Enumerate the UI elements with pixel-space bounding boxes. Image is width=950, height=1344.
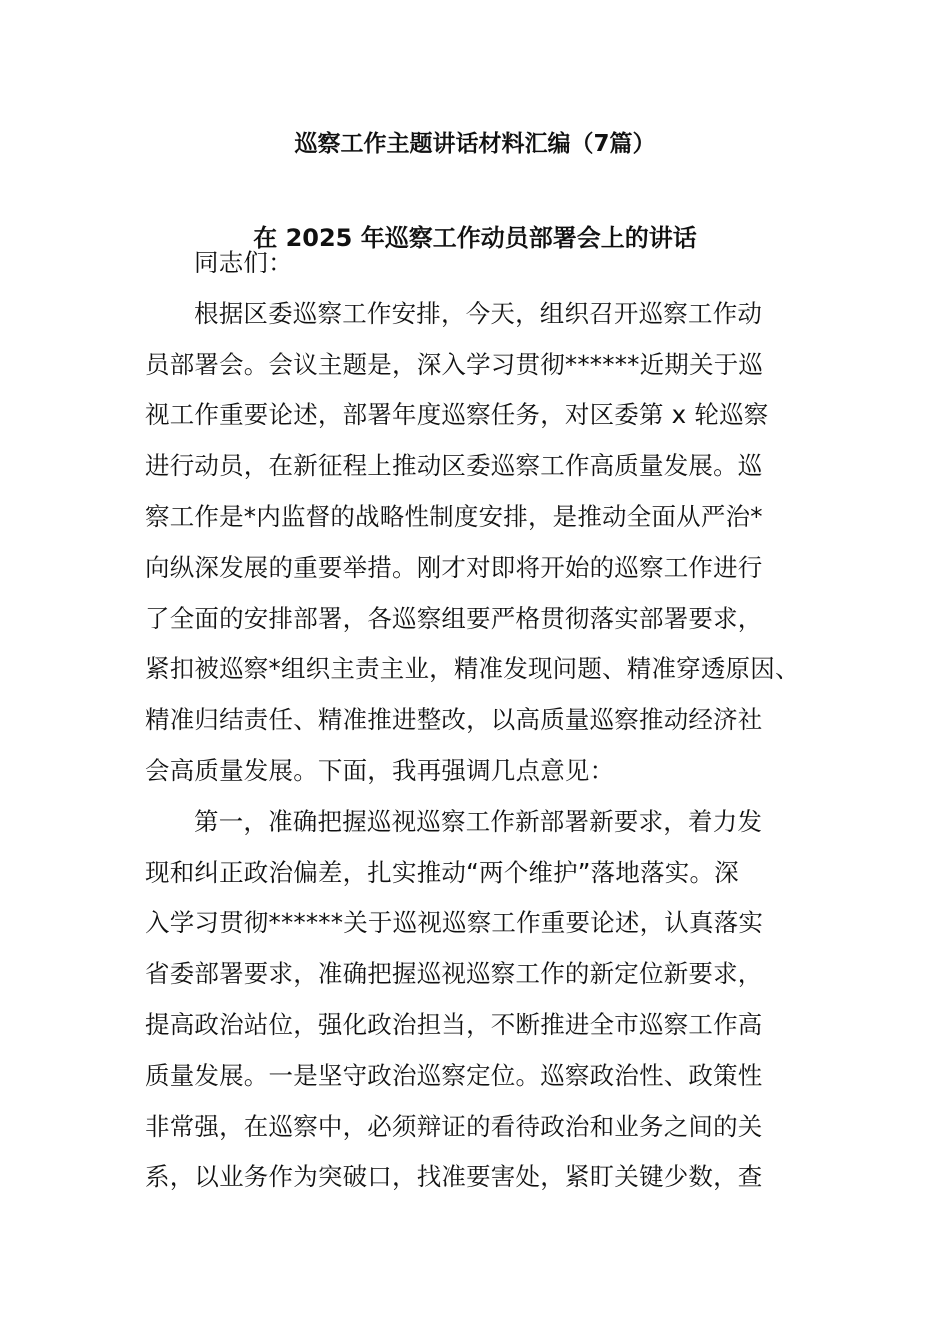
paragraph-line: 视工作重要论述，部署年度巡察任务，对区委第 x 轮巡察	[145, 400, 769, 430]
paragraph-line: 质量发展。一是坚守政治巡察定位。巡察政治性、政策性	[145, 1060, 763, 1090]
paragraph-line: 进行动员，在新征程上推动区委巡察工作高质量发展。巡	[145, 451, 763, 481]
document-body	[145, 238, 845, 1203]
paragraph-line: 员部署会。会议主题是，深入学习贯彻******近期关于巡	[145, 349, 764, 379]
paragraph-line: 察工作是*内监督的战略性制度安排，是推动全面从严治*	[145, 501, 763, 531]
paragraph-line: 入学习贯彻******关于巡视巡察工作重要论述，认真落实	[145, 908, 764, 938]
paragraph-line: 精准归结责任、精准推进整改，以高质量巡察推动经济社	[145, 705, 763, 735]
paragraph-line: 了全面的安排部署，各巡察组要严格贯彻落实部署要求，	[145, 603, 763, 633]
document-title: 巡察工作主题讲话材料汇编（7篇）	[294, 131, 656, 157]
salutation: 同志们：	[194, 248, 293, 277]
speech-title: 在 2025 年巡察工作动员部署会上的讲话	[253, 224, 697, 252]
paragraph-line: 会高质量发展。下面，我再强调几点意见：	[145, 755, 615, 785]
paragraph-line: 非常强，在巡察中，必须辩证的看待政治和业务之间的关	[145, 1111, 763, 1141]
paragraph-line: 提高政治站位，强化政治担当，不断推进全市巡察工作高	[145, 1009, 763, 1039]
paragraph-line: 向纵深发展的重要举措。刚才对即将开始的巡察工作进行	[145, 552, 763, 582]
paragraph-line: 第一，准确把握巡视巡察工作新部署新要求，着力发	[194, 806, 763, 836]
paragraph-line: 系，以业务作为突破口，找准要害处，紧盯关键少数，查	[145, 1162, 763, 1192]
paragraph-line: 根据区委巡察工作安排，今天，组织召开巡察工作动	[194, 298, 763, 328]
paragraph-line: 省委部署要求，准确把握巡视巡察工作的新定位新要求，	[145, 959, 763, 989]
paragraph-line: 紧扣被巡察*组织主责主业，精准发现问题、精准穿透原因、	[145, 654, 800, 684]
paragraph-line: 现和纠正政治偏差，扎实推动“两个维护”落地落实。深	[145, 857, 739, 887]
